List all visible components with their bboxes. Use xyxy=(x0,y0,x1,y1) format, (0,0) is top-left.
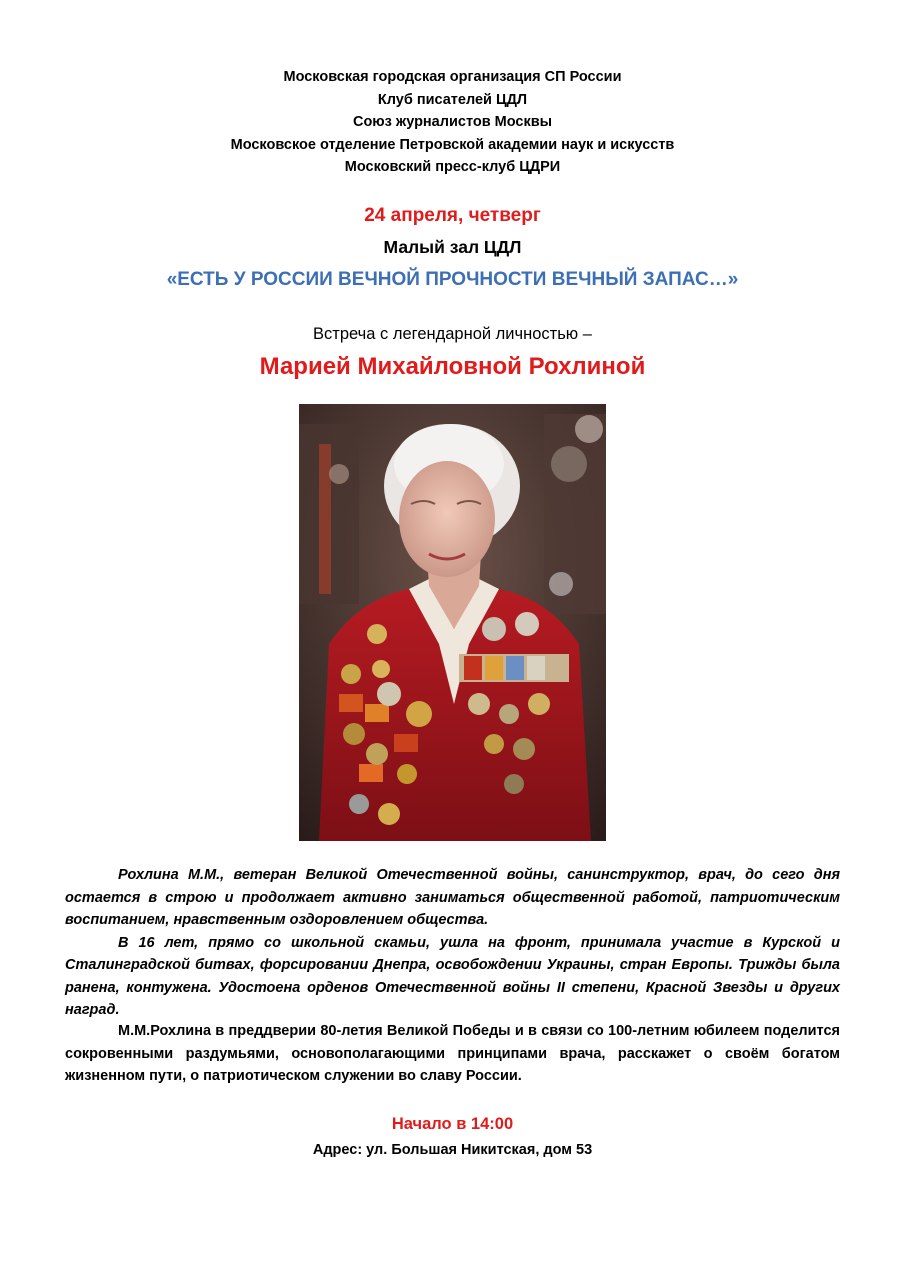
event-intro: Встреча с легендарной личностью – xyxy=(313,325,592,343)
organizers-list xyxy=(0,66,905,179)
event-date: 24 апреля, четверг xyxy=(364,205,541,226)
start-time: Начало в 14:00 xyxy=(391,1115,514,1133)
biography-paragraph: В 16 лет, прямо со школьной скамьи, ушла на фронт, принимала участие в Курской и Сталинградской битвах, форсировании Днепра, освобождении Украины, стран Европы. Трижды была ранена, контужена. Удостоена орденов Отечественной войны II степени, Красной Звезды и других наград. xyxy=(65,934,840,1018)
biography-upcoming xyxy=(65,1020,840,1088)
guest-portrait-photo xyxy=(299,404,606,841)
organizer-line: Московское отделение Петровской академии наук и искусств xyxy=(230,136,675,153)
event-venue: Малый зал ЦДЛ xyxy=(383,237,522,257)
organizer-line: Московская городская организация СП России xyxy=(283,69,622,85)
organizer-line: Клуб писателей ЦДЛ xyxy=(377,91,528,108)
event-title: «ЕСТЬ У РОССИИ ВЕЧНОЙ ПРОЧНОСТИ ВЕЧНЫЙ ЗАПАС…» xyxy=(166,269,739,290)
organizer-line: Союз журналистов Москвы xyxy=(352,114,553,130)
biography xyxy=(65,864,840,1022)
biography-paragraph: М.М.Рохлина в преддверии 80-летия Великой Победы и в связи со 100-летним юбилеем поделится сокровенными раздумьями, основополагающими принципами врача, расскажет о своём богатом жизненном пути, о патриотическом служении во славу России. xyxy=(65,1023,840,1084)
venue-address: Адрес: ул. Большая Никитская, дом 53 xyxy=(312,1142,593,1158)
biography-paragraph: Рохлина М.М., ветеран Великой Отечественной войны, санинструктор, врач, до сего дня остается в строю и продолжает активно заниматься общественной работой, патриотическим воспитанием, нравственным оздоровлением общества. xyxy=(65,867,840,928)
organizer-line: Московский пресс-клуб ЦДРИ xyxy=(344,159,561,175)
guest-name: Марией Михайловной Рохлиной xyxy=(259,353,646,380)
